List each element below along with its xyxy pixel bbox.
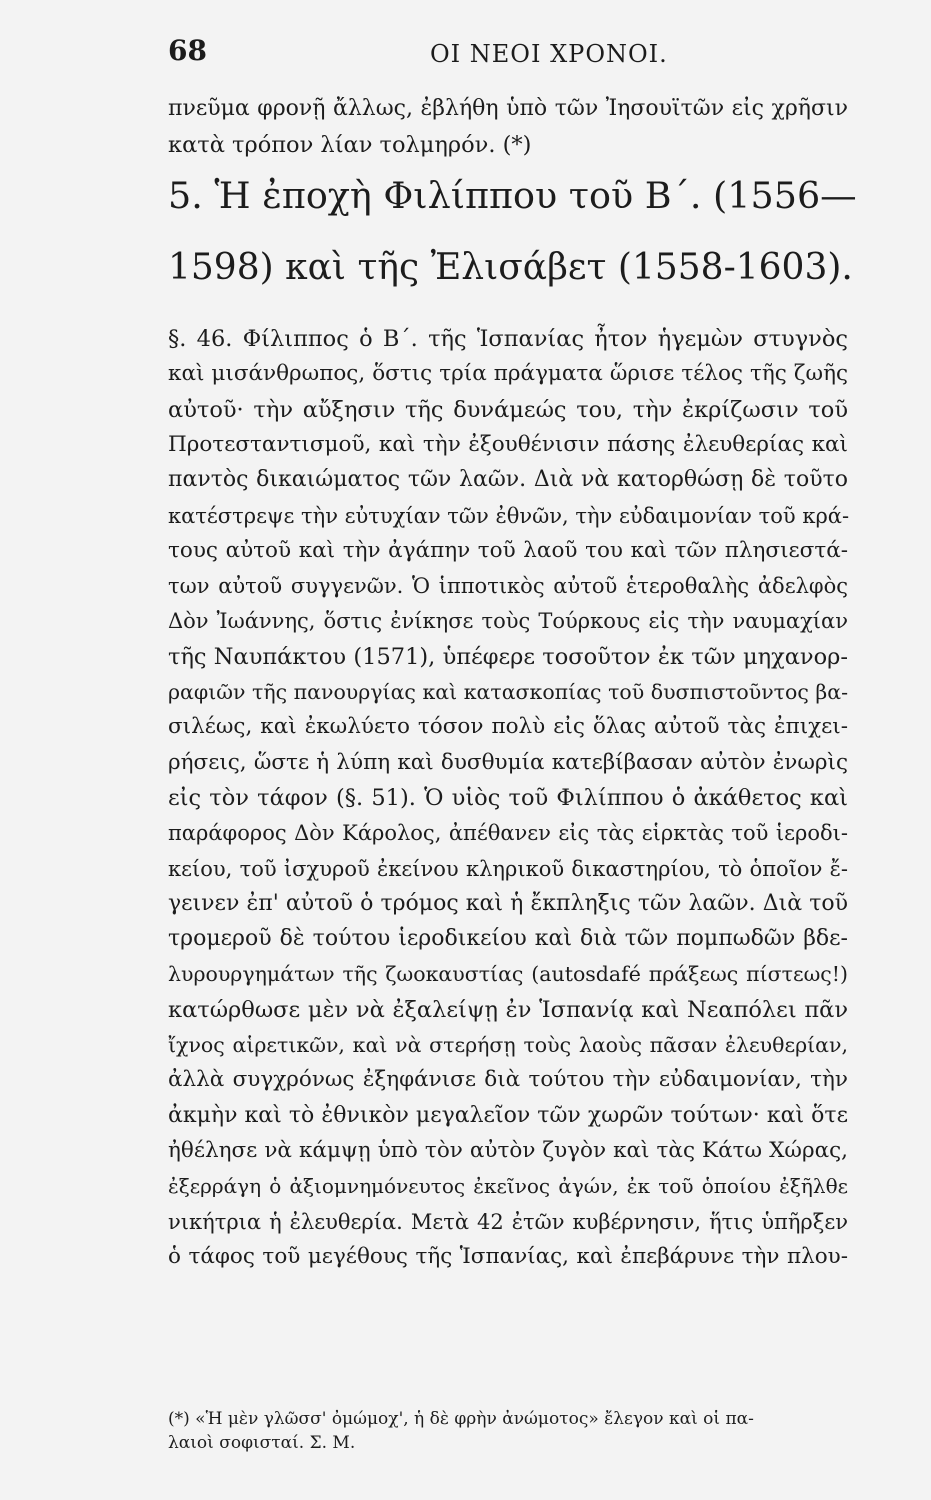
- text-line: πνεῦμα φρονῇ ἄλλως, ἐβλήθη ὑπὸ τῶν Ἰησουϊτῶν εἰς χρῆσιν: [168, 96, 848, 121]
- text-line: Προτεσταντισμοῦ, καὶ τὴν ἐξουθένισιν πάσης ἐλευθερίας καὶ: [168, 431, 848, 457]
- text-line: εἰς τὸν τάφον (§. 51). Ὁ υἱὸς τοῦ Φιλίππου ὁ ἀκάθετος καὶ: [168, 784, 848, 811]
- text-line: τους αὐτοῦ καὶ τὴν ἀγάπην τοῦ λαοῦ του καὶ τῶν πλησιεστά-: [168, 537, 848, 563]
- text-line: Δὸν Ἰωάννης, ὅστις ἐνίκησε τοὺς Τούρκους εἰς τὴν ναυμαχίαν: [168, 609, 848, 634]
- text-line: ἠθέλησε νὰ κάμψῃ ὑπὸ τὸν αὐτὸν ζυγὸν καὶ τὰς Κάτω Χώρας,: [168, 1137, 848, 1163]
- text-line: γεινεν ἐπ' αὐτοῦ ὁ τρόμος καὶ ἡ ἔκπληξις τῶν λαῶν. Διὰ τοῦ: [168, 890, 848, 916]
- text-line: ἴχνος αἱρετικῶν, καὶ νὰ στερήσῃ τοὺς λαοὺς πᾶσαν ἐλευθερίαν,: [168, 1033, 848, 1057]
- footnote-divider: [168, 1402, 848, 1403]
- text-line: ρήσεις, ὥστε ἡ λύπη καὶ δυσθυμία κατεβίβασαν αὐτὸν ἐνωρὶς: [168, 749, 848, 775]
- text-line: των αὐτοῦ συγγενῶν. Ὁ ἱπποτικὸς αὐτοῦ ἑτεροθαλὴς ἀδελφὸς: [168, 574, 848, 599]
- section-heading: 1598) καὶ τῆς Ἐλισάβετ (1558-1603).: [168, 247, 853, 288]
- text-line: παντὸς δικαιώματος τῶν λαῶν. Διὰ νὰ κατορθώσῃ δὲ τοῦτο: [168, 467, 848, 493]
- text-line: ἀκμὴν καὶ τὸ ἐθνικὸν μεγαλεῖον τῶν χωρῶν τούτων· καὶ ὅτε: [168, 1102, 848, 1128]
- text-line: κατὰ τρόπον λίαν τολμηρόν. (*): [168, 132, 532, 158]
- text-line: §. 46. Φίλιππος ὁ Β΄. τῆς Ἱσπανίας ἦτον ἡγεμὼν στυγνὸς: [168, 326, 848, 352]
- text-line: αὐτοῦ· τὴν αὔξησιν τῆς δυνάμεώς του, τὴν ἐκρίζωσιν τοῦ: [168, 396, 848, 423]
- footnote-line: λαιοὶ σοφισταί. Σ. Μ.: [168, 1433, 356, 1453]
- page-header: [168, 34, 858, 74]
- text-line: ἀλλὰ συγχρόνως ἐξηφάνισε διὰ τούτου τὴν εὐδαιμονίαν, τὴν: [168, 1067, 848, 1093]
- text-line: παράφορος Δὸν Κάρολος, ἀπέθανεν εἰς τὰς εἱρκτὰς τοῦ ἱεροδι-: [168, 821, 848, 846]
- text-line: τῆς Ναυπάκτου (1571), ὑπέφερε τοσοῦτον ἐκ τῶν μηχανορ-: [168, 643, 848, 670]
- text-line: καὶ μισάνθρωπος, ὅστις τρία πράγματα ὥρισε τέλος τῆς ζωῆς: [168, 361, 848, 387]
- text-line: ραφιῶν τῆς πανουργίας καὶ κατασκοπίας τοῦ δυσπιστοῦντος βα-: [168, 680, 848, 704]
- text-line: ἐξερράγη ὁ ἀξιομνημόνευτος ἐκεῖνος ἀγών, ἐκ τοῦ ὁποίου ἐξῆλθε: [168, 1174, 848, 1199]
- text-line: τρομεροῦ δὲ τούτου ἱεροδικείου καὶ διὰ τῶν πομπωδῶν βδε-: [168, 926, 848, 952]
- running-title: ΟΙ ΝΕΟΙ ΧΡΟΝΟΙ.: [430, 40, 668, 68]
- text-line: νικήτρια ἡ ἐλευθερία. Μετὰ 42 ἐτῶν κυβέρνησιν, ἥτις ὑπῆρξεν: [168, 1209, 848, 1234]
- text-line: λυρουργημάτων τῆς ζωοκαυστίας (autosdafé πράξεως πίστεως!): [168, 962, 848, 987]
- text-line: κατώρθωσε μὲν νὰ ἐξαλείψῃ ἐν Ἱσπανίᾳ καὶ Νεαπόλει πᾶν: [168, 996, 848, 1023]
- footnote-line: (*) «Ἡ μὲν γλῶσσ' ὀμώμοχ', ἡ δὲ φρὴν ἀνώμοτος» ἔλεγον καὶ οἱ πα-: [168, 1409, 754, 1429]
- page-number: 68: [168, 34, 207, 67]
- text-line: ὁ τάφος τοῦ μεγέθους τῆς Ἱσπανίας, καὶ ἐπεβάρυνε τὴν πλου-: [168, 1243, 848, 1269]
- text-line: κείου, τοῦ ἰσχυροῦ ἐκείνου κληρικοῦ δικαστηρίου, τὸ ὁποῖον ἔ-: [168, 856, 848, 881]
- text-line: σιλέως, καὶ ἐκωλύετο τόσον πολὺ εἰς ὅλας αὐτοῦ τὰς ἐπιχει-: [168, 714, 848, 740]
- text-line: κατέστρεψε τὴν εὐτυχίαν τῶν ἐθνῶν, τὴν εὐδαιμονίαν τοῦ κρά-: [168, 503, 850, 528]
- section-heading: 5. Ἡ ἐποχὴ Φιλίππου τοῦ Β΄. (1556—: [168, 174, 857, 217]
